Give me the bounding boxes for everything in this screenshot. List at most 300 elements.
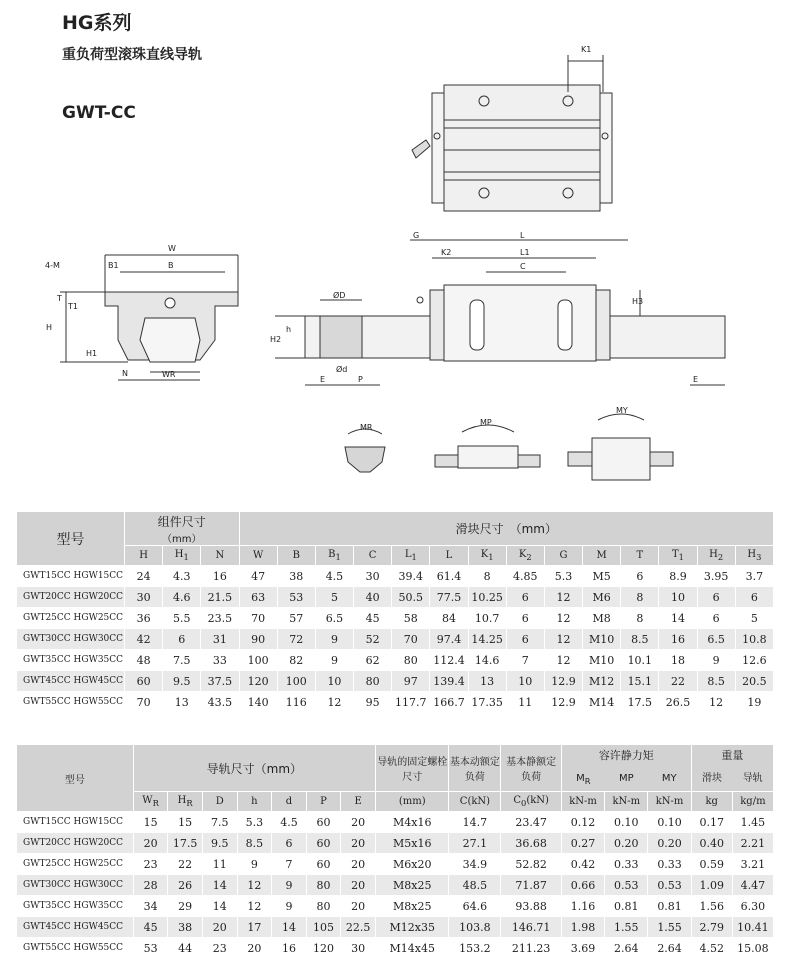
block-value-cell: 57 <box>277 608 315 629</box>
block-value-cell: 14.6 <box>468 650 506 671</box>
rail-value-cell: 0.10 <box>605 812 648 833</box>
block-value-cell: 12 <box>315 692 353 713</box>
block-value-cell: 21.5 <box>201 587 239 608</box>
moment-header: 容许静力矩 $M_R$ MP MY <box>561 745 691 792</box>
block-symbol: $L_1$ <box>392 546 430 566</box>
rail-value-cell: 0.53 <box>605 875 648 896</box>
block-value-cell: 5 <box>315 587 353 608</box>
block-value-cell: 31 <box>201 629 239 650</box>
block-value-cell: 20.5 <box>735 671 773 692</box>
block-value-cell: 117.7 <box>392 692 430 713</box>
block-value-cell: 19 <box>735 692 773 713</box>
block-value-cell: 9 <box>697 650 735 671</box>
block-value-cell: 58 <box>392 608 430 629</box>
dynamic-load-header: 基本动额定负荷 <box>449 745 501 792</box>
block-value-cell: 53 <box>277 587 315 608</box>
label-b1: B1 <box>108 261 119 270</box>
block-value-cell: 22 <box>659 671 697 692</box>
label-mp: MP <box>480 418 492 427</box>
rail-value-cell: 17 <box>237 917 272 938</box>
block-value-cell: 5 <box>735 608 773 629</box>
rail-value-cell: 10.41 <box>732 917 773 938</box>
rail-model-cell: GWT45CC HGW45CC <box>17 917 134 938</box>
rail-value-cell: 17.5 <box>168 833 203 854</box>
rail-value-cell: 23 <box>133 854 168 875</box>
rail-symbol: P <box>306 792 341 812</box>
rail-symbol: $W_R$ <box>133 792 168 812</box>
rail-value-cell: 9.5 <box>202 833 237 854</box>
table-row <box>17 812 774 833</box>
model-header: 型号 <box>17 512 125 566</box>
rail-value-cell: 4.52 <box>691 938 732 959</box>
block-value-cell: 8 <box>621 608 659 629</box>
rail-value-cell: 1.56 <box>691 896 732 917</box>
rail-header: 导轨尺寸（mm） <box>133 745 375 792</box>
rail-value-cell: 52.82 <box>501 854 562 875</box>
rail-symbol: $H_R$ <box>168 792 203 812</box>
block-model-cell: GWT20CC HGW20CC <box>17 587 125 608</box>
rail-value-cell: 22.5 <box>341 917 376 938</box>
block-value-cell: 13 <box>468 671 506 692</box>
block-value-cell: 8.9 <box>659 566 697 587</box>
label-e-left: E <box>320 375 326 384</box>
rail-model-cell: GWT55CC HGW55CC <box>17 938 134 959</box>
rail-symbol: d <box>272 792 307 812</box>
label-h2: H2 <box>270 335 282 344</box>
rail-value-cell: 30 <box>341 938 376 959</box>
block-value-cell: 82 <box>277 650 315 671</box>
block-value-cell: 77.5 <box>430 587 468 608</box>
rail-value-cell: 60 <box>306 833 341 854</box>
table-row <box>17 650 774 671</box>
label-w: W <box>168 244 176 253</box>
rail-value-cell: 93.88 <box>501 896 562 917</box>
block-value-cell: 10 <box>659 587 697 608</box>
rail-model-cell: GWT30CC HGW30CC <box>17 875 134 896</box>
block-value-cell: 8.5 <box>621 629 659 650</box>
block-value-cell: 70 <box>392 629 430 650</box>
block-value-cell: 24 <box>125 566 163 587</box>
block-value-cell: 9.5 <box>163 671 201 692</box>
rail-value-cell: 26 <box>168 875 203 896</box>
rail-value-cell: 60 <box>306 812 341 833</box>
label-p: P <box>358 375 363 384</box>
rail-symbol: kN-m <box>561 792 604 812</box>
label-h1: H1 <box>86 349 98 358</box>
block-value-cell: 38 <box>277 566 315 587</box>
table-row <box>17 587 774 608</box>
block-value-cell: 4.85 <box>506 566 544 587</box>
label-l1: L1 <box>520 248 530 257</box>
block-symbol: $K_2$ <box>506 546 544 566</box>
block-value-cell: 33 <box>201 650 239 671</box>
block-value-cell: 61.4 <box>430 566 468 587</box>
block-value-cell: 15.1 <box>621 671 659 692</box>
rail-value-cell: 1.16 <box>561 896 604 917</box>
block-value-cell: 8 <box>621 587 659 608</box>
rail-value-cell: 1.09 <box>691 875 732 896</box>
block-value-cell: 5.5 <box>163 608 201 629</box>
label-k2: K2 <box>441 248 452 257</box>
block-value-cell: 62 <box>354 650 392 671</box>
rail-value-cell: 20 <box>341 896 376 917</box>
block-value-cell: 6 <box>506 587 544 608</box>
rail-value-cell: 64.6 <box>449 896 501 917</box>
block-value-cell: M14 <box>583 692 621 713</box>
rail-value-cell: 2.64 <box>605 938 648 959</box>
rail-value-cell: 53 <box>133 938 168 959</box>
rail-value-cell: 0.59 <box>691 854 732 875</box>
block-value-cell: 70 <box>239 608 277 629</box>
block-value-cell: 12.9 <box>544 692 582 713</box>
block-value-cell: 8.5 <box>697 671 735 692</box>
block-value-cell: M10 <box>583 629 621 650</box>
rail-value-cell: 6.30 <box>732 896 773 917</box>
block-value-cell: 52 <box>354 629 392 650</box>
block-value-cell: 63 <box>239 587 277 608</box>
table-row <box>17 692 774 713</box>
rail-value-cell: 1.55 <box>648 917 691 938</box>
label-g: G <box>413 231 420 240</box>
block-symbol: B <box>277 546 315 566</box>
assembly-header: 组件尺寸 （mm） <box>125 512 240 546</box>
block-value-cell: 80 <box>354 671 392 692</box>
table-row <box>17 896 774 917</box>
rail-value-cell: 4.5 <box>272 812 307 833</box>
rail-value-cell: 211.23 <box>501 938 562 959</box>
rail-symbol: $C_0(kN)$ <box>501 792 562 812</box>
block-model-cell: GWT15CC HGW15CC <box>17 566 125 587</box>
rail-symbol: kN-m <box>605 792 648 812</box>
rail-value-cell: 27.1 <box>449 833 501 854</box>
block-value-cell: 7.5 <box>163 650 201 671</box>
block-symbol: $H_1$ <box>163 546 201 566</box>
table-row <box>17 566 774 587</box>
rail-value-cell: 60 <box>306 854 341 875</box>
rail-model-cell: GWT25CC HGW25CC <box>17 854 134 875</box>
block-value-cell: 47 <box>239 566 277 587</box>
rail-value-cell: 0.10 <box>648 812 691 833</box>
label-my: MY <box>616 406 628 415</box>
block-value-cell: 14 <box>659 608 697 629</box>
rail-dimensions-table <box>16 744 774 959</box>
rail-value-cell: 16 <box>272 938 307 959</box>
block-symbol: H <box>125 546 163 566</box>
side-view <box>275 240 725 385</box>
top-view <box>412 55 612 211</box>
rail-value-cell: 20 <box>341 833 376 854</box>
block-symbol: L <box>430 546 468 566</box>
rail-value-cell: 14.7 <box>449 812 501 833</box>
rail-value-cell: 0.17 <box>691 812 732 833</box>
label-d-small: Ød <box>336 365 348 374</box>
block-value-cell: 17.5 <box>621 692 659 713</box>
rail-value-cell: 103.8 <box>449 917 501 938</box>
rail-value-cell: 34.9 <box>449 854 501 875</box>
moment-symbol: $M_R$ <box>576 773 591 786</box>
block-header: 滑块尺寸 （mm） <box>239 512 773 546</box>
block-value-cell: 10 <box>315 671 353 692</box>
block-value-cell: 9 <box>315 650 353 671</box>
block-value-cell: 10.7 <box>468 608 506 629</box>
rail-symbol: kN-m <box>648 792 691 812</box>
rail-value-cell: 20 <box>341 812 376 833</box>
rail-symbol: E <box>341 792 376 812</box>
label-l: L <box>520 231 525 240</box>
block-value-cell: 12 <box>544 629 582 650</box>
rail-value-cell: 0.20 <box>648 833 691 854</box>
rail-value-cell: 11 <box>202 854 237 875</box>
rail-value-cell: 36.68 <box>501 833 562 854</box>
rail-value-cell: M6x20 <box>375 854 449 875</box>
block-value-cell: 90 <box>239 629 277 650</box>
static-load-header: 基本静额定负荷 <box>501 745 562 792</box>
label-n: N <box>122 369 128 378</box>
rail-value-cell: 2.64 <box>648 938 691 959</box>
block-value-cell: 97 <box>392 671 430 692</box>
rail-value-cell: 2.79 <box>691 917 732 938</box>
label-h-small: h <box>286 325 292 334</box>
table-row <box>17 608 774 629</box>
model-header-2: 型号 <box>17 745 134 812</box>
rail-value-cell: 0.33 <box>605 854 648 875</box>
block-model-cell: GWT35CC HGW35CC <box>17 650 125 671</box>
product-name: 重负荷型滚珠直线导轨 <box>62 47 202 63</box>
label-t: T <box>57 294 62 303</box>
rail-value-cell: 105 <box>306 917 341 938</box>
block-value-cell: 12.9 <box>544 671 582 692</box>
rail-value-cell: 0.42 <box>561 854 604 875</box>
block-value-cell: 16 <box>659 629 697 650</box>
rail-value-cell: 146.71 <box>501 917 562 938</box>
rail-value-cell: 22 <box>168 854 203 875</box>
block-value-cell: 16 <box>201 566 239 587</box>
block-value-cell: 112.4 <box>430 650 468 671</box>
block-model-cell: GWT30CC HGW30CC <box>17 629 125 650</box>
block-symbol: $B_1$ <box>315 546 353 566</box>
rail-value-cell: 14 <box>202 896 237 917</box>
block-value-cell: M10 <box>583 650 621 671</box>
label-c: C <box>520 262 526 271</box>
block-value-cell: 36 <box>125 608 163 629</box>
block-value-cell: 3.7 <box>735 566 773 587</box>
rail-model-cell: GWT15CC HGW15CC <box>17 812 134 833</box>
rail-value-cell: 14 <box>272 917 307 938</box>
rail-value-cell: 15 <box>168 812 203 833</box>
rail-value-cell: 9 <box>272 875 307 896</box>
label-k1: K1 <box>581 45 592 54</box>
rail-value-cell: 2.21 <box>732 833 773 854</box>
rail-value-cell: 0.81 <box>605 896 648 917</box>
block-value-cell: 48 <box>125 650 163 671</box>
label-t1: T1 <box>68 302 78 311</box>
block-value-cell: 6 <box>735 587 773 608</box>
rail-value-cell: 23.47 <box>501 812 562 833</box>
block-value-cell: 12 <box>544 587 582 608</box>
block-value-cell: 100 <box>277 671 315 692</box>
block-value-cell: 6 <box>621 566 659 587</box>
block-symbol: T <box>621 546 659 566</box>
weight-header: 重量 滑块 导轨 <box>691 745 773 792</box>
rail-value-cell: M8x25 <box>375 896 449 917</box>
block-value-cell: M6 <box>583 587 621 608</box>
block-value-cell: 60 <box>125 671 163 692</box>
rail-model-cell: GWT35CC HGW35CC <box>17 896 134 917</box>
block-value-cell: 4.6 <box>163 587 201 608</box>
block-value-cell: 9 <box>315 629 353 650</box>
block-value-cell: 42 <box>125 629 163 650</box>
block-symbol: N <box>201 546 239 566</box>
table-row <box>17 875 774 896</box>
label-4m: 4-M <box>45 261 60 270</box>
rail-value-cell: 20 <box>341 875 376 896</box>
label-e-right: E <box>693 375 699 384</box>
block-value-cell: M8 <box>583 608 621 629</box>
block-value-cell: 72 <box>277 629 315 650</box>
rail-value-cell: 9 <box>272 896 307 917</box>
block-symbol: $T_1$ <box>659 546 697 566</box>
rail-value-cell: 20 <box>202 917 237 938</box>
block-value-cell: 12 <box>544 650 582 671</box>
rail-value-cell: M5x16 <box>375 833 449 854</box>
rail-symbol: h <box>237 792 272 812</box>
rail-value-cell: 120 <box>306 938 341 959</box>
block-value-cell: 6.5 <box>697 629 735 650</box>
table-row <box>17 833 774 854</box>
block-model-cell: GWT55CC HGW55CC <box>17 692 125 713</box>
rail-value-cell: 7.5 <box>202 812 237 833</box>
rail-value-cell: 0.66 <box>561 875 604 896</box>
rail-value-cell: 3.21 <box>732 854 773 875</box>
rail-model-cell: GWT20CC HGW20CC <box>17 833 134 854</box>
rail-value-cell: 48.5 <box>449 875 501 896</box>
label-d-big: ØD <box>333 291 346 300</box>
block-value-cell: 4.3 <box>163 566 201 587</box>
rail-value-cell: 3.69 <box>561 938 604 959</box>
rail-value-cell: 20 <box>133 833 168 854</box>
rail-symbol: kg/m <box>732 792 773 812</box>
rail-value-cell: 29 <box>168 896 203 917</box>
rail-value-cell: M8x25 <box>375 875 449 896</box>
block-value-cell: 30 <box>354 566 392 587</box>
rail-value-cell: 45 <box>133 917 168 938</box>
block-symbol: C <box>354 546 392 566</box>
block-symbol: $H_2$ <box>697 546 735 566</box>
rail-value-cell: 34 <box>133 896 168 917</box>
block-value-cell: 6.5 <box>315 608 353 629</box>
block-value-cell: 26.5 <box>659 692 697 713</box>
rail-value-cell: 153.2 <box>449 938 501 959</box>
bolt-header: 导轨的固定螺栓尺寸 <box>375 745 449 792</box>
block-value-cell: 5.3 <box>544 566 582 587</box>
table-row <box>17 917 774 938</box>
block-value-cell: 10 <box>506 671 544 692</box>
block-value-cell: 12.6 <box>735 650 773 671</box>
rail-value-cell: 0.12 <box>561 812 604 833</box>
rail-value-cell: 0.40 <box>691 833 732 854</box>
block-value-cell: 6 <box>163 629 201 650</box>
rail-value-cell: M12x35 <box>375 917 449 938</box>
rail-value-cell: M14x45 <box>375 938 449 959</box>
moment-diagrams <box>345 414 673 480</box>
block-value-cell: 40 <box>354 587 392 608</box>
block-value-cell: 84 <box>430 608 468 629</box>
label-b: B <box>168 261 174 270</box>
block-value-cell: 166.7 <box>430 692 468 713</box>
block-value-cell: 6 <box>697 608 735 629</box>
rail-value-cell: 80 <box>306 896 341 917</box>
block-value-cell: 18 <box>659 650 697 671</box>
block-value-cell: 3.95 <box>697 566 735 587</box>
block-value-cell: 11 <box>506 692 544 713</box>
block-value-cell: 39.4 <box>392 566 430 587</box>
rail-value-cell: 44 <box>168 938 203 959</box>
rail-value-cell: 14 <box>202 875 237 896</box>
rail-value-cell: 80 <box>306 875 341 896</box>
rail-value-cell: 1.55 <box>605 917 648 938</box>
rail-value-cell: 38 <box>168 917 203 938</box>
rail-value-cell: 12 <box>237 875 272 896</box>
block-symbol: W <box>239 546 277 566</box>
block-symbol: M <box>583 546 621 566</box>
block-value-cell: 7 <box>506 650 544 671</box>
rail-value-cell: 0.53 <box>648 875 691 896</box>
table-row <box>17 854 774 875</box>
block-value-cell: 13 <box>163 692 201 713</box>
rail-value-cell: 0.33 <box>648 854 691 875</box>
rail-symbol: D <box>202 792 237 812</box>
block-model-cell: GWT45CC HGW45CC <box>17 671 125 692</box>
rail-value-cell: 15 <box>133 812 168 833</box>
block-value-cell: 30 <box>125 587 163 608</box>
rail-value-cell: 1.98 <box>561 917 604 938</box>
block-value-cell: 4.5 <box>315 566 353 587</box>
block-value-cell: 10.1 <box>621 650 659 671</box>
block-symbol: $K_1$ <box>468 546 506 566</box>
block-value-cell: 6 <box>697 587 735 608</box>
block-value-cell: 10.25 <box>468 587 506 608</box>
rail-value-cell: 5.3 <box>237 812 272 833</box>
block-value-cell: 17.35 <box>468 692 506 713</box>
block-value-cell: 37.5 <box>201 671 239 692</box>
block-value-cell: 70 <box>125 692 163 713</box>
rail-value-cell: 20 <box>237 938 272 959</box>
block-value-cell: M12 <box>583 671 621 692</box>
block-value-cell: M5 <box>583 566 621 587</box>
rail-value-cell: 23 <box>202 938 237 959</box>
rail-value-cell: 15.08 <box>732 938 773 959</box>
block-value-cell: 80 <box>392 650 430 671</box>
block-value-cell: 23.5 <box>201 608 239 629</box>
rail-value-cell: 12 <box>237 896 272 917</box>
block-value-cell: 8 <box>468 566 506 587</box>
block-value-cell: 120 <box>239 671 277 692</box>
rail-value-cell: 20 <box>341 854 376 875</box>
label-mr: MR <box>360 423 373 432</box>
rail-value-cell: 4.47 <box>732 875 773 896</box>
block-value-cell: 100 <box>239 650 277 671</box>
block-value-cell: 45 <box>354 608 392 629</box>
front-view <box>60 255 238 380</box>
block-symbol: G <box>544 546 582 566</box>
block-value-cell: 12 <box>697 692 735 713</box>
rail-value-cell: M4x16 <box>375 812 449 833</box>
rail-value-cell: 7 <box>272 854 307 875</box>
rail-value-cell: 71.87 <box>501 875 562 896</box>
rail-value-cell: 9 <box>237 854 272 875</box>
rail-symbol: (mm) <box>375 792 449 812</box>
block-value-cell: 95 <box>354 692 392 713</box>
